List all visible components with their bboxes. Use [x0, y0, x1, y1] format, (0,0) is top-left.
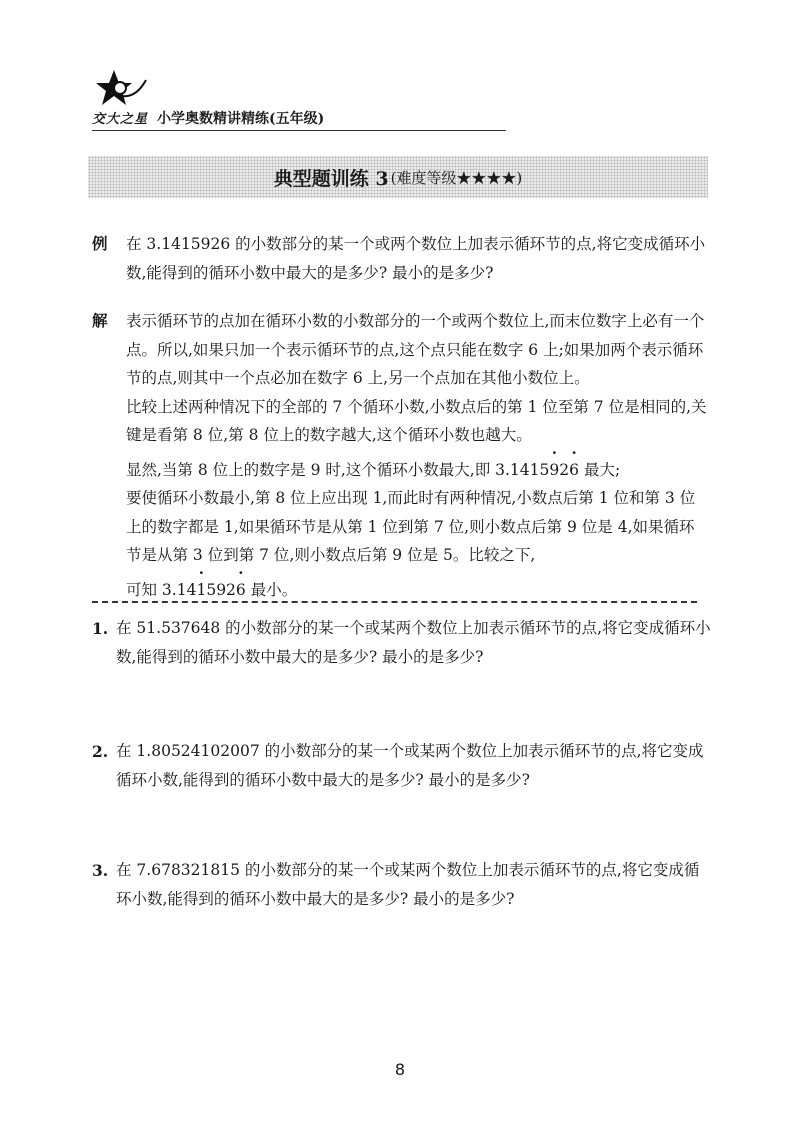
solution-paragraph: 比较上述两种情况下的全部的 7 个循环小数,小数点后的第 1 位至第 7 位是相同的,关键是看第 8 位,第 8 位上的数字越大,这个循环小数也越大。 — [126, 397, 707, 444]
solution-label: 解 — [92, 311, 108, 330]
example-label: 例 — [92, 234, 108, 253]
example-text: 在 3.1415926 的小数部分的某一个或两个数位上加表示循环节的点,将它变成循环小数,能得到的循环小数中最大的是多少? 最小的是多少? — [126, 235, 706, 282]
book-title: 小学奥数精讲精练(五年级) — [157, 111, 325, 127]
problem-number: 2. — [92, 742, 109, 761]
problem-number: 1. — [92, 619, 109, 638]
banner-title: 典型题训练 3 — [273, 167, 389, 190]
problem-number: 3. — [92, 861, 109, 880]
repeat-dot-digit: · 9 — [549, 456, 559, 485]
solution-paragraph: 表示循环节的点加在循环小数的小数部分的一个或两个数位上,而末位数字上必有一个点。所以,如果只加一个表示循环节的点,这个点只能在数字 6 上;如果加两个表示循环节的点,则其中一个点必加在数字 6 上,另一个点加在其他小数位上。 — [126, 312, 705, 387]
logo-text: 交大之星 — [92, 112, 149, 127]
problem-text: 在 1.80524102007 的小数部分的某一个或某两个数位上加表示循环节的点,将它变成循环小数,能得到的循环小数中最大的是多少? 最小的是多少? — [116, 742, 704, 789]
solution-paragraph-max: 显然,当第 8 位上的数字是 9 时,这个循环小数最大,即 3.1415· 92· 6 最大; — [126, 456, 707, 485]
header-divider — [92, 130, 506, 131]
problem-text: 在 51.537648 的小数部分的某一个或某两个数位上加表示循环节的点,将它变成循环小数,能得到的循环小数中最大的是多少? 最小的是多少? — [116, 619, 711, 666]
repeat-dot-digit: · 6 — [569, 456, 579, 485]
dashed-divider — [92, 601, 697, 603]
solution-block — [92, 307, 707, 604]
problem-item — [92, 614, 712, 672]
page-number: 8 — [394, 1060, 406, 1079]
star-logo-icon — [92, 68, 152, 108]
problem-item — [92, 737, 712, 795]
difficulty-rating: (难度等级★★★★) — [390, 168, 523, 187]
section-banner — [88, 156, 708, 198]
logo — [92, 68, 152, 128]
example-block — [92, 230, 707, 287]
repeat-dot-digit: · 1 — [196, 576, 206, 605]
solution-paragraph: 要使循环小数最小,第 8 位上应出现 1,而此时有两种情况,小数点后第 1 位和第 3 位上的数字都是 1,如果循环节是从第 1 位到第 7 位,则小数点后第 9 位是 4,如果循环节是从第 3 位到第 7 位,则小数点后第 9 位是 5。比较之下, — [126, 489, 696, 564]
solution-paragraph-min: 可知 3.14· 1592· 6 最小。 — [126, 576, 707, 605]
repeat-dot-digit: · 6 — [236, 576, 246, 605]
problem-item — [92, 856, 712, 914]
problem-text: 在 7.678321815 的小数部分的某一个或某两个数位上加表示循环节的点,将它变成循环小数,能得到的循环小数中最大的是多少? 最小的是多少? — [116, 861, 700, 908]
page-header — [92, 68, 506, 132]
